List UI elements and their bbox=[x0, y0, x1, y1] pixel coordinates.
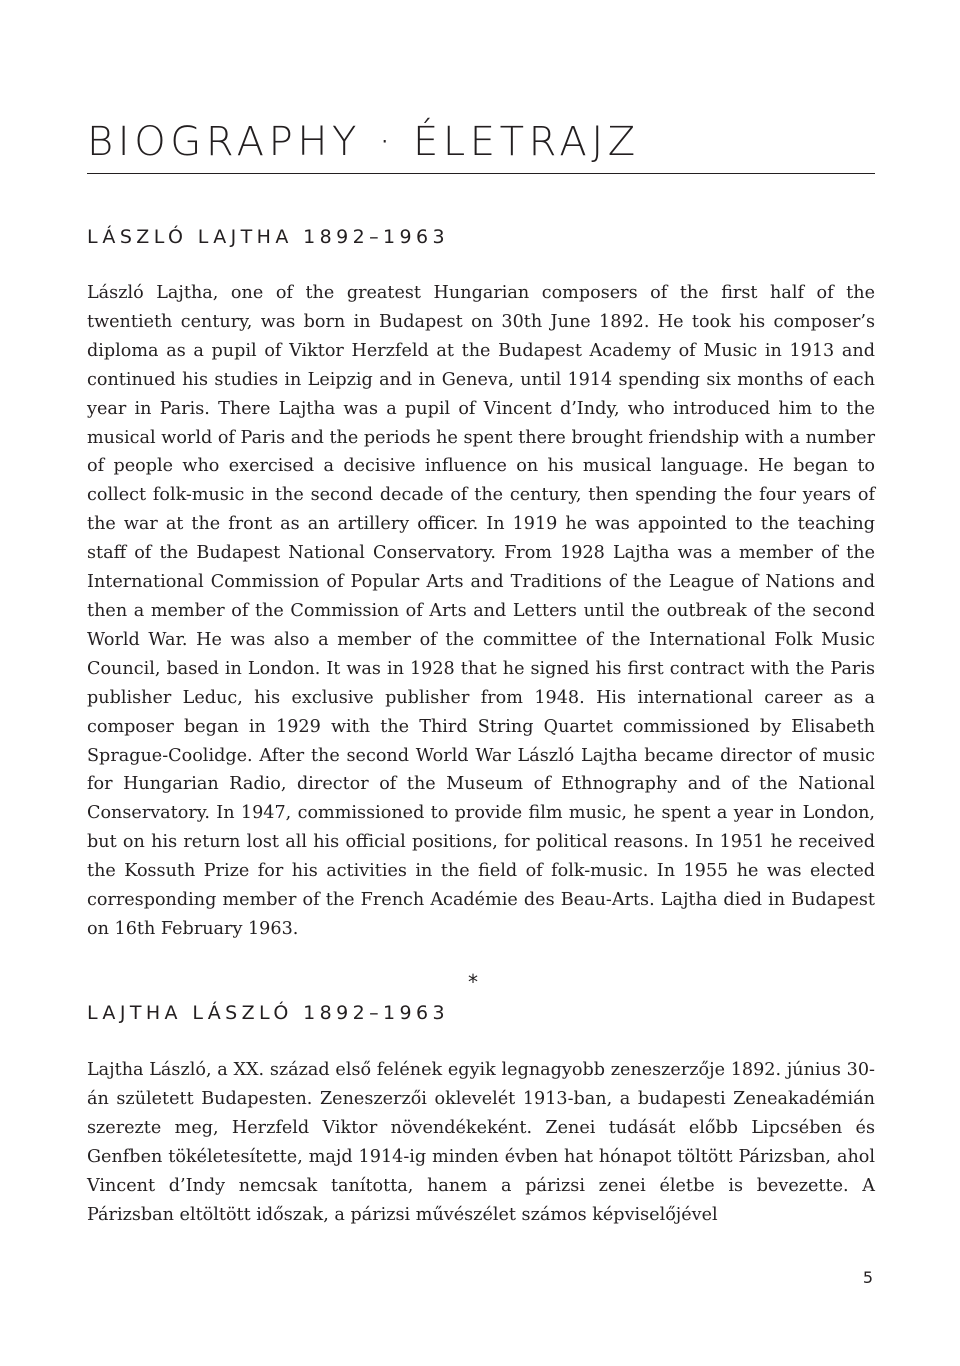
title-divider bbox=[87, 173, 875, 174]
biography-paragraph-hungarian: Lajtha László, a XX. század első felének egyik legnagyobb zeneszerzője 1892. június 30-án született Budapesten. Zeneszerzői oklevelét 1913-ban, a budapesti Zeneakadémián szerezte meg, Herzfeld Viktor növendékeként. Zenei tudását előbb Lipcsében és Genfben tökéletesítette, majd 1914-ig minden évben hat hónapot töltött Párizsban, ahol Vincent d’Indy nemcsak tanította, hanem a párizsi zenei életbe is bevezette. A Párizsban eltöltött időszak, a párizsi művészélet számos képviselőjével bbox=[87, 1060, 875, 1225]
page-title: BIOGRAPHY · ÉLETRAJZ bbox=[87, 119, 640, 165]
section-separator-asterisk: * bbox=[468, 970, 478, 994]
biography-paragraph-english: László Lajtha, one of the greatest Hungarian composers of the first half of the twentieth century, was born in Budapest on 30th June 1892. He took his composer’s diploma as a pupil of Viktor Herzfeld at the Budapest Academy of Music in 1913 and continued his studies in Leipzig and in Geneva, until 1914 spending six months of each year in Paris. There Lajtha was a pupil of Vincent d’Indy, who introduced him to the musical world of Paris and the periods he spent there brought friendship with a number of people who exercised a decisive influence on his musical language. He began to collect folk-music in the second decade of the century, then spending the four years of the war at the front as an artillery officer. In 1919 he was appointed to the teaching staff of the Budapest National Conservatory. From 1928 Lajtha was a member of the International Commission of Popular Arts and Traditions of the League of Nations and then a member of the Commission of Arts and Letters until the outbreak of the second World War. He was also a member of the committee of the International Folk Music Council, based in London. It was in 1928 that he signed his first contract with the Paris publisher Leduc, his exclusive publisher from 1948. His international career as a composer began in 1929 with the Third String Quartet commissioned by Elisabeth Sprague-Coolidge. After the second World War László Lajtha became director of music for Hungarian Radio, director of the Museum of Ethnography and of the National Conservatory. In 1947, commissioned to provide film music, he spent a year in London, but on his return lost all his official positions, for political reasons. In 1951 he received the Kossuth Prize for his activities in the field of folk-music. In 1955 he was elected corresponding member of the French Académie des Beau-Arts. Lajtha died in Budapest on 16th February 1963. bbox=[87, 283, 875, 939]
section-heading-hungarian: LAJTHA LÁSZLÓ 1892–1963 bbox=[87, 1002, 449, 1024]
section-heading-english: LÁSZLÓ LAJTHA 1892–1963 bbox=[87, 226, 449, 248]
page-number: 5 bbox=[862, 1268, 873, 1287]
